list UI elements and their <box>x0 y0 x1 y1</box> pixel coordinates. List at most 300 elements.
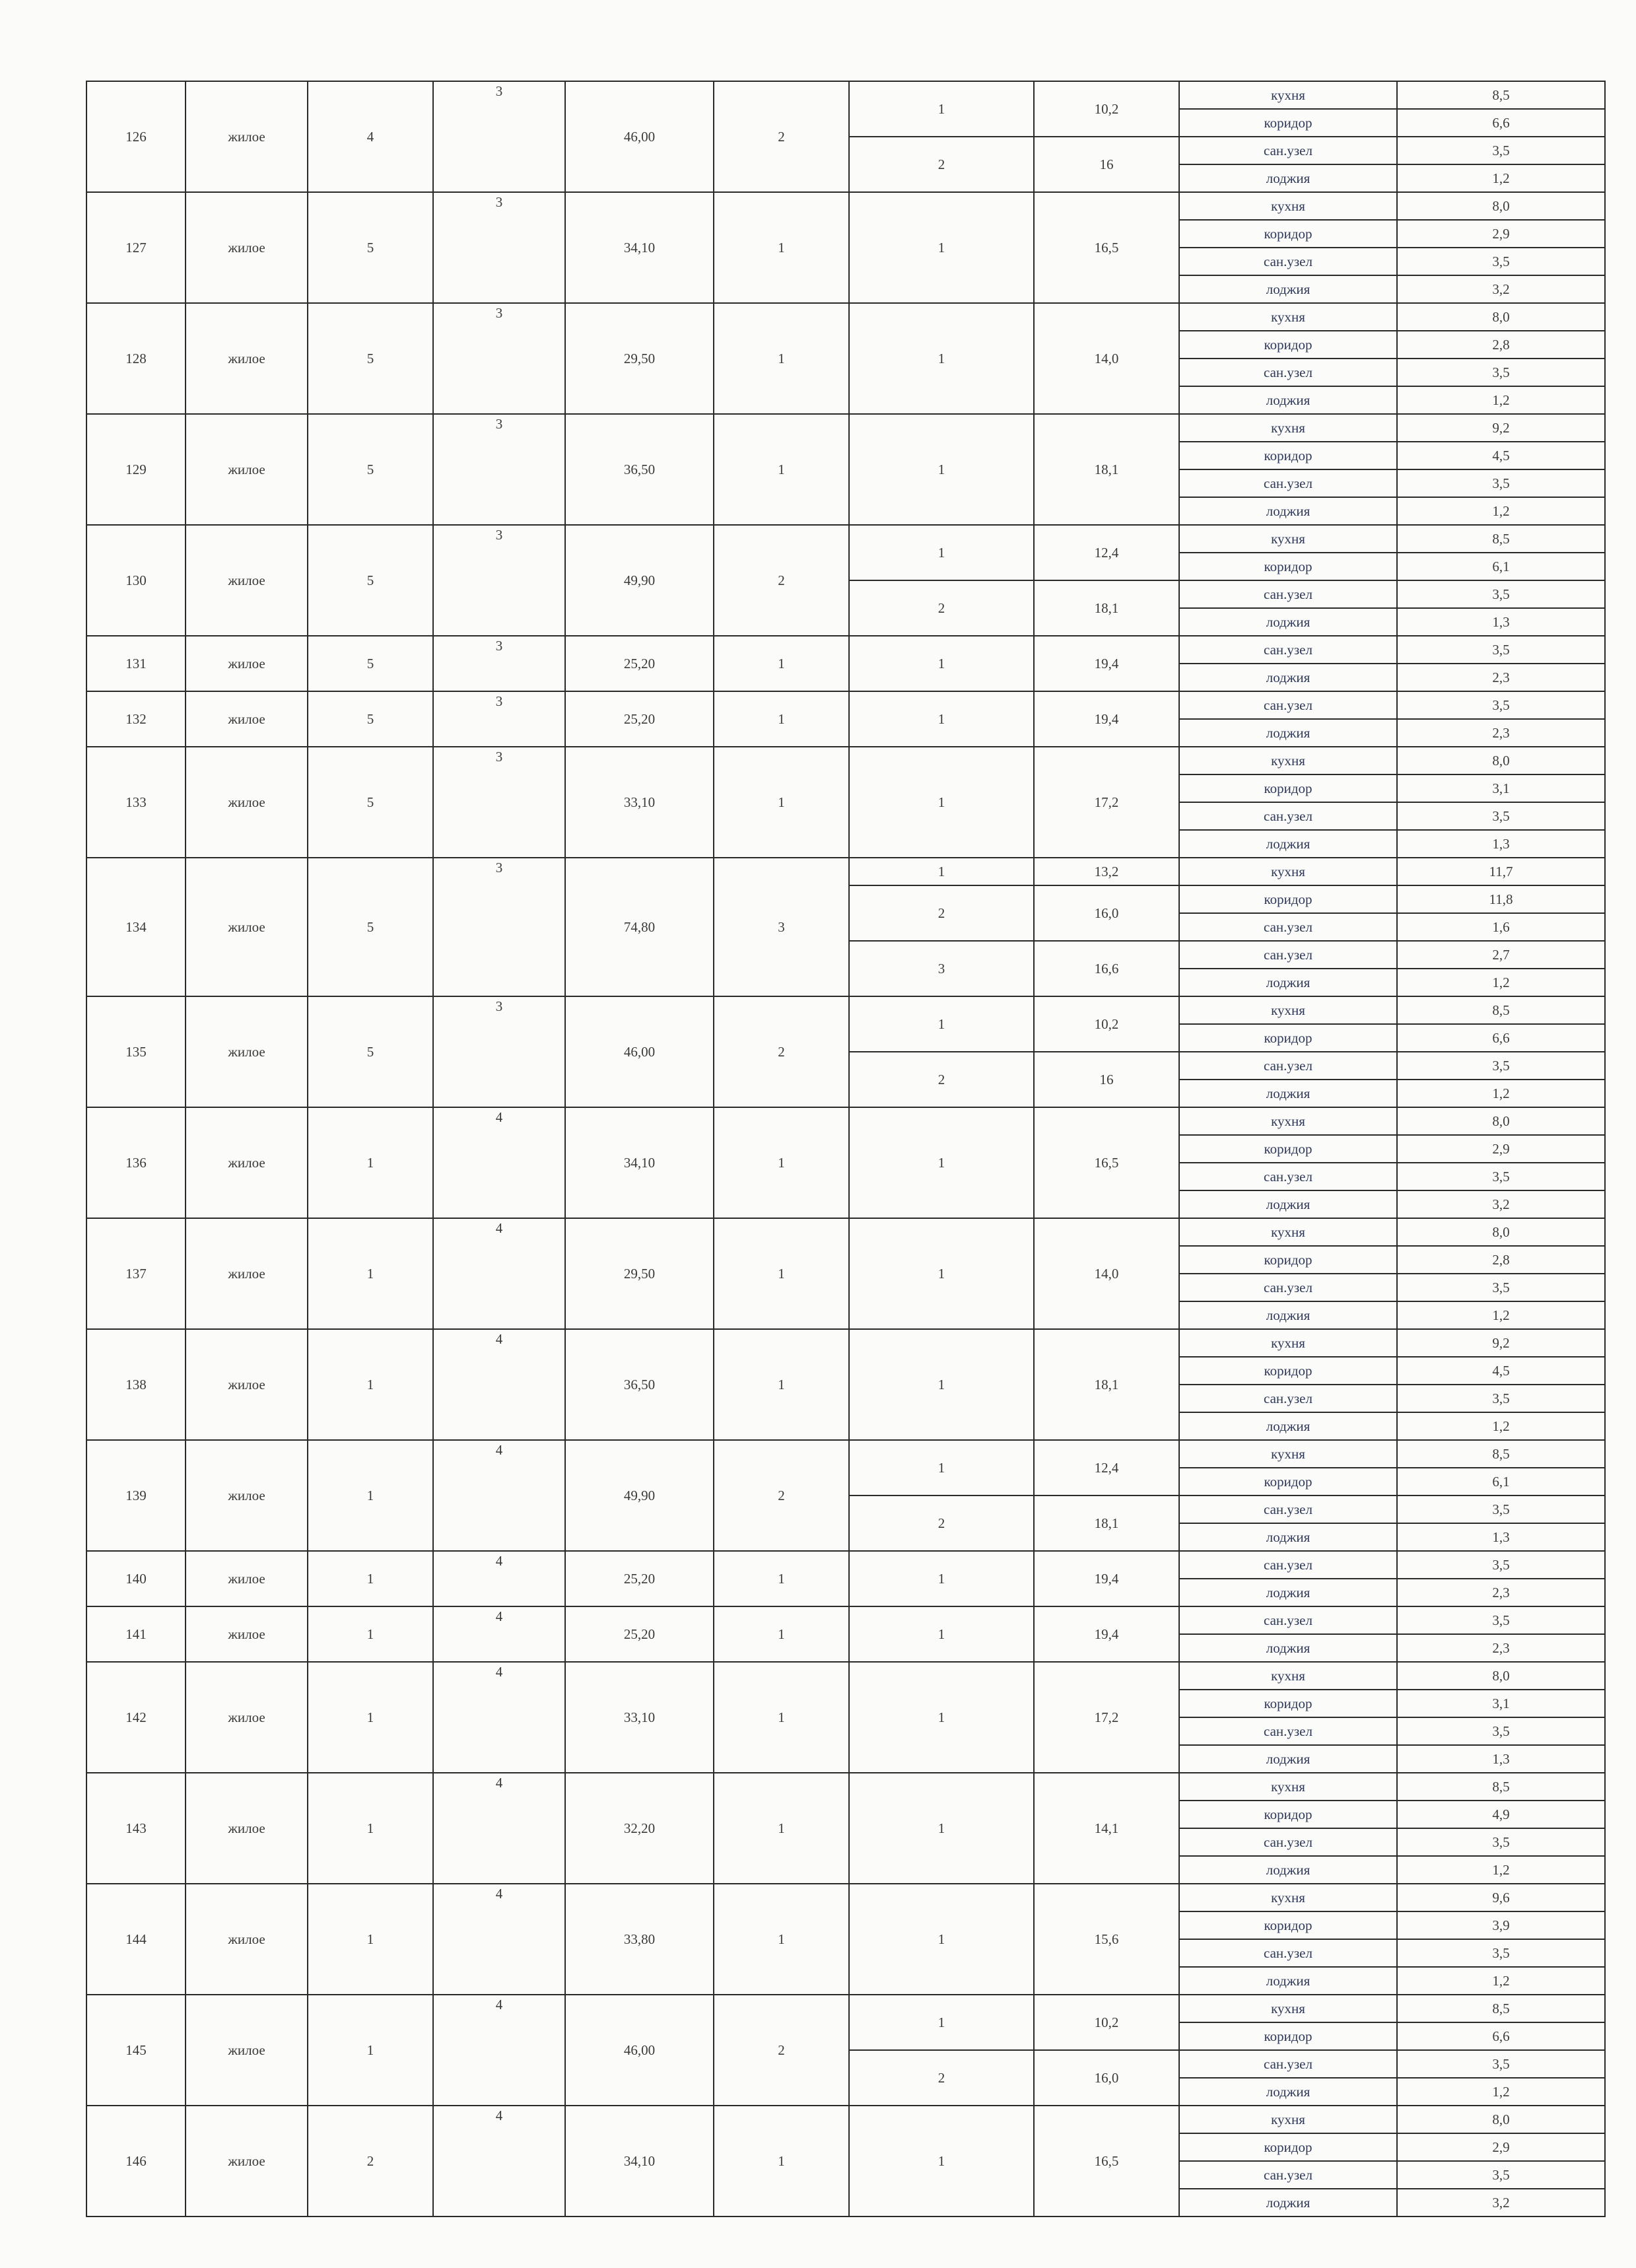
apartment-floor: 3 <box>433 996 565 1107</box>
room-area: 16,5 <box>1034 1107 1179 1218</box>
room-number: 1 <box>849 996 1034 1052</box>
aux-room-area: 8,5 <box>1397 1773 1605 1801</box>
room-number: 1 <box>849 303 1034 414</box>
aux-room-area: 3,5 <box>1397 1717 1605 1745</box>
apartment-number: 136 <box>86 1107 186 1218</box>
aux-room-name: лоджия <box>1179 719 1397 747</box>
table-row <box>86 1440 1605 1468</box>
aux-room-name: сан.узел <box>1179 636 1397 664</box>
aux-room-area: 6,1 <box>1397 553 1605 580</box>
apartment-floor: 4 <box>433 1218 565 1329</box>
aux-room-name: лоджия <box>1179 969 1397 996</box>
aux-room-area: 1,2 <box>1397 1856 1605 1884</box>
room-number: 2 <box>849 1495 1034 1551</box>
apartment-type: жилое <box>186 747 308 858</box>
aux-room-area: 3,5 <box>1397 636 1605 664</box>
aux-room-name: сан.узел <box>1179 1052 1397 1080</box>
aux-room-name: лоджия <box>1179 164 1397 192</box>
room-number: 1 <box>849 636 1034 691</box>
aux-room-area: 6,6 <box>1397 1024 1605 1052</box>
table-row <box>86 1995 1605 2022</box>
apartment-type: жилое <box>186 1884 308 1995</box>
apartment-number: 146 <box>86 2106 186 2216</box>
aux-room-name: кухня <box>1179 1329 1397 1357</box>
apartment-type: жилое <box>186 996 308 1107</box>
aux-room-area: 6,6 <box>1397 109 1605 137</box>
aux-room-area: 2,3 <box>1397 1579 1605 1606</box>
aux-room-area: 11,8 <box>1397 885 1605 913</box>
room-area: 16 <box>1034 137 1179 192</box>
room-area: 16,0 <box>1034 885 1179 941</box>
room-area: 16,6 <box>1034 941 1179 996</box>
aux-room-area: 8,0 <box>1397 747 1605 774</box>
room-number: 1 <box>849 414 1034 525</box>
aux-room-name: коридор <box>1179 1357 1397 1385</box>
room-area: 19,4 <box>1034 691 1179 747</box>
apartment-total-area: 33,10 <box>565 1662 714 1773</box>
table-row <box>86 1662 1605 1690</box>
apartment-type: жилое <box>186 525 308 636</box>
apartment-rooms-count: 2 <box>714 81 849 192</box>
apartment-rooms-count: 1 <box>714 1884 849 1995</box>
apartment-number: 128 <box>86 303 186 414</box>
apartment-type: жилое <box>186 691 308 747</box>
apartment-section: 1 <box>308 1329 433 1440</box>
room-number: 1 <box>849 858 1034 885</box>
room-area: 17,2 <box>1034 1662 1179 1773</box>
room-area: 14,0 <box>1034 1218 1179 1329</box>
aux-room-name: лоджия <box>1179 1523 1397 1551</box>
aux-room-name: сан.узел <box>1179 691 1397 719</box>
apartments-table <box>86 81 1606 2217</box>
aux-room-area: 3,2 <box>1397 2189 1605 2216</box>
room-number: 1 <box>849 1995 1034 2050</box>
apartment-number: 135 <box>86 996 186 1107</box>
apartment-section: 5 <box>308 192 433 303</box>
room-area: 19,4 <box>1034 1551 1179 1606</box>
apartment-section: 5 <box>308 303 433 414</box>
apartment-type: жилое <box>186 192 308 303</box>
aux-room-name: коридор <box>1179 553 1397 580</box>
aux-room-name: лоджия <box>1179 2189 1397 2216</box>
aux-room-name: сан.узел <box>1179 1495 1397 1523</box>
aux-room-name: кухня <box>1179 1107 1397 1135</box>
apartment-rooms-count: 1 <box>714 1107 849 1218</box>
apartment-section: 1 <box>308 1606 433 1662</box>
apartment-rooms-count: 2 <box>714 996 849 1107</box>
aux-room-area: 3,5 <box>1397 1052 1605 1080</box>
apartment-section: 1 <box>308 1218 433 1329</box>
aux-room-name: сан.узел <box>1179 1828 1397 1856</box>
aux-room-name: кухня <box>1179 747 1397 774</box>
aux-room-area: 4,5 <box>1397 1357 1605 1385</box>
apartment-rooms-count: 1 <box>714 414 849 525</box>
apartment-floor: 4 <box>433 1995 565 2106</box>
room-number: 1 <box>849 1218 1034 1329</box>
apartment-rooms-count: 2 <box>714 1440 849 1551</box>
apartment-rooms-count: 1 <box>714 1662 849 1773</box>
aux-room-area: 3,5 <box>1397 2050 1605 2078</box>
apartment-floor: 3 <box>433 691 565 747</box>
aux-room-area: 2,9 <box>1397 2133 1605 2161</box>
aux-room-name: лоджия <box>1179 1579 1397 1606</box>
apartment-total-area: 29,50 <box>565 1218 714 1329</box>
aux-room-area: 6,6 <box>1397 2022 1605 2050</box>
room-area: 16,0 <box>1034 2050 1179 2106</box>
room-area: 19,4 <box>1034 1606 1179 1662</box>
apartment-section: 4 <box>308 81 433 192</box>
aux-room-name: кухня <box>1179 996 1397 1024</box>
apartment-number: 132 <box>86 691 186 747</box>
aux-room-area: 6,1 <box>1397 1468 1605 1495</box>
apartment-number: 138 <box>86 1329 186 1440</box>
aux-room-area: 8,5 <box>1397 81 1605 109</box>
aux-room-area: 3,2 <box>1397 275 1605 303</box>
apartment-type: жилое <box>186 1440 308 1551</box>
room-number: 2 <box>849 1052 1034 1107</box>
apartment-rooms-count: 1 <box>714 636 849 691</box>
room-area: 18,1 <box>1034 1329 1179 1440</box>
apartment-section: 2 <box>308 2106 433 2216</box>
aux-room-name: коридор <box>1179 109 1397 137</box>
apartment-floor: 3 <box>433 303 565 414</box>
aux-room-name: лоджия <box>1179 1856 1397 1884</box>
apartment-number: 131 <box>86 636 186 691</box>
table-row <box>86 1329 1605 1357</box>
room-area: 14,1 <box>1034 1773 1179 1884</box>
aux-room-name: сан.узел <box>1179 2050 1397 2078</box>
apartment-number: 142 <box>86 1662 186 1773</box>
aux-room-area: 3,5 <box>1397 469 1605 497</box>
apartment-rooms-count: 1 <box>714 303 849 414</box>
apartment-total-area: 25,20 <box>565 691 714 747</box>
apartment-floor: 4 <box>433 1884 565 1995</box>
apartment-total-area: 25,20 <box>565 1551 714 1606</box>
apartment-floor: 4 <box>433 1773 565 1884</box>
apartment-floor: 3 <box>433 414 565 525</box>
aux-room-area: 3,5 <box>1397 580 1605 608</box>
aux-room-name: кухня <box>1179 81 1397 109</box>
table-row <box>86 636 1605 664</box>
apartment-rooms-count: 1 <box>714 1551 849 1606</box>
apartment-type: жилое <box>186 636 308 691</box>
table-row <box>86 1218 1605 1246</box>
aux-room-area: 1,6 <box>1397 913 1605 941</box>
aux-room-name: коридор <box>1179 2133 1397 2161</box>
room-area: 12,4 <box>1034 525 1179 580</box>
table-row <box>86 525 1605 553</box>
aux-room-area: 8,0 <box>1397 2106 1605 2133</box>
room-area: 10,2 <box>1034 1995 1179 2050</box>
room-area: 18,1 <box>1034 580 1179 636</box>
apartment-floor: 3 <box>433 192 565 303</box>
aux-room-area: 3,9 <box>1397 1911 1605 1939</box>
aux-room-name: сан.узел <box>1179 1163 1397 1190</box>
aux-room-name: сан.узел <box>1179 941 1397 969</box>
aux-room-area: 8,0 <box>1397 1662 1605 1690</box>
aux-room-area: 3,5 <box>1397 1606 1605 1634</box>
room-area: 15,6 <box>1034 1884 1179 1995</box>
aux-room-name: сан.узел <box>1179 359 1397 386</box>
aux-room-area: 2,7 <box>1397 941 1605 969</box>
aux-room-name: сан.узел <box>1179 580 1397 608</box>
apartment-floor: 3 <box>433 858 565 996</box>
room-number: 1 <box>849 525 1034 580</box>
aux-room-area: 8,5 <box>1397 996 1605 1024</box>
aux-room-area: 3,5 <box>1397 1495 1605 1523</box>
table-row <box>86 747 1605 774</box>
room-number: 1 <box>849 1606 1034 1662</box>
apartment-rooms-count: 1 <box>714 1218 849 1329</box>
apartment-number: 140 <box>86 1551 186 1606</box>
apartment-total-area: 34,10 <box>565 192 714 303</box>
aux-room-name: лоджия <box>1179 1412 1397 1440</box>
aux-room-area: 1,2 <box>1397 2078 1605 2106</box>
apartment-floor: 3 <box>433 525 565 636</box>
aux-room-name: сан.узел <box>1179 248 1397 275</box>
apartment-rooms-count: 1 <box>714 2106 849 2216</box>
aux-room-name: коридор <box>1179 1246 1397 1274</box>
aux-room-area: 1,2 <box>1397 386 1605 414</box>
apartment-rooms-count: 1 <box>714 747 849 858</box>
aux-room-name: коридор <box>1179 885 1397 913</box>
aux-room-name: сан.узел <box>1179 1274 1397 1301</box>
aux-room-area: 1,3 <box>1397 1523 1605 1551</box>
table-row <box>86 1606 1605 1634</box>
table-row <box>86 691 1605 719</box>
aux-room-area: 3,5 <box>1397 1939 1605 1967</box>
apartment-floor: 3 <box>433 747 565 858</box>
apartment-number: 127 <box>86 192 186 303</box>
aux-room-name: коридор <box>1179 1690 1397 1717</box>
apartment-type: жилое <box>186 1218 308 1329</box>
apartment-total-area: 34,10 <box>565 1107 714 1218</box>
apartment-total-area: 49,90 <box>565 525 714 636</box>
table-row <box>86 303 1605 331</box>
aux-room-name: сан.узел <box>1179 469 1397 497</box>
aux-room-name: коридор <box>1179 442 1397 469</box>
apartment-total-area: 36,50 <box>565 414 714 525</box>
aux-room-name: кухня <box>1179 525 1397 553</box>
apartment-floor: 4 <box>433 1606 565 1662</box>
aux-room-area: 3,5 <box>1397 359 1605 386</box>
aux-room-area: 1,2 <box>1397 969 1605 996</box>
apartment-total-area: 33,10 <box>565 747 714 858</box>
room-area: 16 <box>1034 1052 1179 1107</box>
aux-room-name: кухня <box>1179 192 1397 220</box>
room-area: 10,2 <box>1034 996 1179 1052</box>
aux-room-name: сан.узел <box>1179 802 1397 830</box>
apartment-section: 1 <box>308 1551 433 1606</box>
aux-room-name: лоджия <box>1179 1634 1397 1662</box>
aux-room-area: 1,3 <box>1397 830 1605 858</box>
aux-room-area: 1,2 <box>1397 164 1605 192</box>
aux-room-name: кухня <box>1179 1662 1397 1690</box>
apartment-section: 5 <box>308 525 433 636</box>
table-row <box>86 858 1605 885</box>
apartment-rooms-count: 1 <box>714 1329 849 1440</box>
apartment-type: жилое <box>186 2106 308 2216</box>
room-number: 1 <box>849 1440 1034 1495</box>
apartment-section: 1 <box>308 1884 433 1995</box>
apartment-number: 143 <box>86 1773 186 1884</box>
apartment-number: 139 <box>86 1440 186 1551</box>
aux-room-name: сан.узел <box>1179 913 1397 941</box>
aux-room-name: кухня <box>1179 1773 1397 1801</box>
aux-room-name: лоджия <box>1179 608 1397 636</box>
apartment-floor: 4 <box>433 1551 565 1606</box>
room-number: 2 <box>849 580 1034 636</box>
table-row <box>86 1884 1605 1911</box>
room-area: 18,1 <box>1034 1495 1179 1551</box>
apartment-rooms-count: 1 <box>714 1773 849 1884</box>
apartment-section: 1 <box>308 1995 433 2106</box>
aux-room-area: 1,2 <box>1397 1301 1605 1329</box>
aux-room-name: коридор <box>1179 331 1397 359</box>
aux-room-name: кухня <box>1179 1218 1397 1246</box>
apartment-floor: 3 <box>433 81 565 192</box>
aux-room-name: коридор <box>1179 1911 1397 1939</box>
aux-room-area: 8,5 <box>1397 1995 1605 2022</box>
apartment-type: жилое <box>186 303 308 414</box>
aux-room-name: кухня <box>1179 1884 1397 1911</box>
aux-room-name: коридор <box>1179 1468 1397 1495</box>
aux-room-area: 3,5 <box>1397 691 1605 719</box>
room-area: 16,5 <box>1034 192 1179 303</box>
aux-room-name: лоджия <box>1179 497 1397 525</box>
apartment-number: 126 <box>86 81 186 192</box>
room-number: 1 <box>849 1662 1034 1773</box>
room-area: 19,4 <box>1034 636 1179 691</box>
room-area: 13,2 <box>1034 858 1179 885</box>
apartment-rooms-count: 3 <box>714 858 849 996</box>
apartment-type: жилое <box>186 414 308 525</box>
aux-room-name: сан.узел <box>1179 137 1397 164</box>
apartment-type: жилое <box>186 858 308 996</box>
apartment-number: 134 <box>86 858 186 996</box>
aux-room-name: лоджия <box>1179 1080 1397 1107</box>
room-number: 2 <box>849 885 1034 941</box>
aux-room-area: 1,3 <box>1397 1745 1605 1773</box>
room-area: 14,0 <box>1034 303 1179 414</box>
apartment-total-area: 33,80 <box>565 1884 714 1995</box>
aux-room-area: 8,0 <box>1397 192 1605 220</box>
aux-room-area: 1,2 <box>1397 1967 1605 1995</box>
aux-room-area: 3,5 <box>1397 1551 1605 1579</box>
apartment-floor: 4 <box>433 1107 565 1218</box>
apartment-type: жилое <box>186 1606 308 1662</box>
aux-room-name: лоджия <box>1179 664 1397 691</box>
apartment-section: 1 <box>308 1440 433 1551</box>
apartment-section: 5 <box>308 996 433 1107</box>
aux-room-area: 4,5 <box>1397 442 1605 469</box>
aux-room-area: 8,0 <box>1397 1218 1605 1246</box>
aux-room-area: 2,9 <box>1397 220 1605 248</box>
apartment-section: 1 <box>308 1107 433 1218</box>
room-number: 2 <box>849 137 1034 192</box>
room-number: 1 <box>849 1884 1034 1995</box>
aux-room-area: 3,5 <box>1397 248 1605 275</box>
aux-room-name: кухня <box>1179 858 1397 885</box>
aux-room-name: сан.узел <box>1179 1551 1397 1579</box>
aux-room-name: лоджия <box>1179 2078 1397 2106</box>
apartment-total-area: 34,10 <box>565 2106 714 2216</box>
aux-room-area: 3,5 <box>1397 1163 1605 1190</box>
table-row <box>86 1773 1605 1801</box>
table-row <box>86 996 1605 1024</box>
aux-room-name: коридор <box>1179 2022 1397 2050</box>
aux-room-area: 2,3 <box>1397 664 1605 691</box>
table-row <box>86 414 1605 442</box>
aux-room-area: 3,5 <box>1397 2161 1605 2189</box>
room-number: 1 <box>849 81 1034 137</box>
apartment-rooms-count: 1 <box>714 691 849 747</box>
apartment-total-area: 36,50 <box>565 1329 714 1440</box>
room-area: 17,2 <box>1034 747 1179 858</box>
aux-room-name: лоджия <box>1179 275 1397 303</box>
aux-room-area: 3,2 <box>1397 1190 1605 1218</box>
apartment-total-area: 46,00 <box>565 81 714 192</box>
aux-room-area: 9,2 <box>1397 1329 1605 1357</box>
aux-room-name: коридор <box>1179 1024 1397 1052</box>
aux-room-name: коридор <box>1179 774 1397 802</box>
apartment-total-area: 46,00 <box>565 996 714 1107</box>
apartment-floor: 4 <box>433 1329 565 1440</box>
aux-room-name: кухня <box>1179 303 1397 331</box>
aux-room-area: 2,9 <box>1397 1135 1605 1163</box>
apartment-section: 1 <box>308 1662 433 1773</box>
room-number: 1 <box>849 192 1034 303</box>
apartment-section: 5 <box>308 636 433 691</box>
apartment-type: жилое <box>186 1773 308 1884</box>
apartment-number: 133 <box>86 747 186 858</box>
room-number: 2 <box>849 2050 1034 2106</box>
apartment-total-area: 74,80 <box>565 858 714 996</box>
aux-room-area: 4,9 <box>1397 1801 1605 1828</box>
apartment-type: жилое <box>186 1329 308 1440</box>
aux-room-area: 9,2 <box>1397 414 1605 442</box>
apartment-section: 5 <box>308 858 433 996</box>
aux-room-name: кухня <box>1179 2106 1397 2133</box>
aux-room-area: 9,6 <box>1397 1884 1605 1911</box>
room-area: 16,5 <box>1034 2106 1179 2216</box>
aux-room-area: 3,1 <box>1397 774 1605 802</box>
apartment-floor: 4 <box>433 1662 565 1773</box>
apartment-rooms-count: 1 <box>714 1606 849 1662</box>
apartment-floor: 3 <box>433 636 565 691</box>
apartment-rooms-count: 2 <box>714 1995 849 2106</box>
aux-room-name: кухня <box>1179 414 1397 442</box>
aux-room-name: лоджия <box>1179 1301 1397 1329</box>
aux-room-name: сан.узел <box>1179 2161 1397 2189</box>
aux-room-area: 2,3 <box>1397 719 1605 747</box>
apartment-type: жилое <box>186 1995 308 2106</box>
aux-room-area: 3,5 <box>1397 137 1605 164</box>
apartment-type: жилое <box>186 1662 308 1773</box>
aux-room-area: 3,5 <box>1397 1828 1605 1856</box>
apartment-total-area: 29,50 <box>565 303 714 414</box>
room-number: 3 <box>849 941 1034 996</box>
room-number: 1 <box>849 1551 1034 1606</box>
aux-room-name: лоджия <box>1179 830 1397 858</box>
room-number: 1 <box>849 2106 1034 2216</box>
room-area: 10,2 <box>1034 81 1179 137</box>
table-row <box>86 81 1605 109</box>
aux-room-area: 8,0 <box>1397 1107 1605 1135</box>
apartment-type: жилое <box>186 81 308 192</box>
aux-room-name: коридор <box>1179 1801 1397 1828</box>
aux-room-name: лоджия <box>1179 386 1397 414</box>
